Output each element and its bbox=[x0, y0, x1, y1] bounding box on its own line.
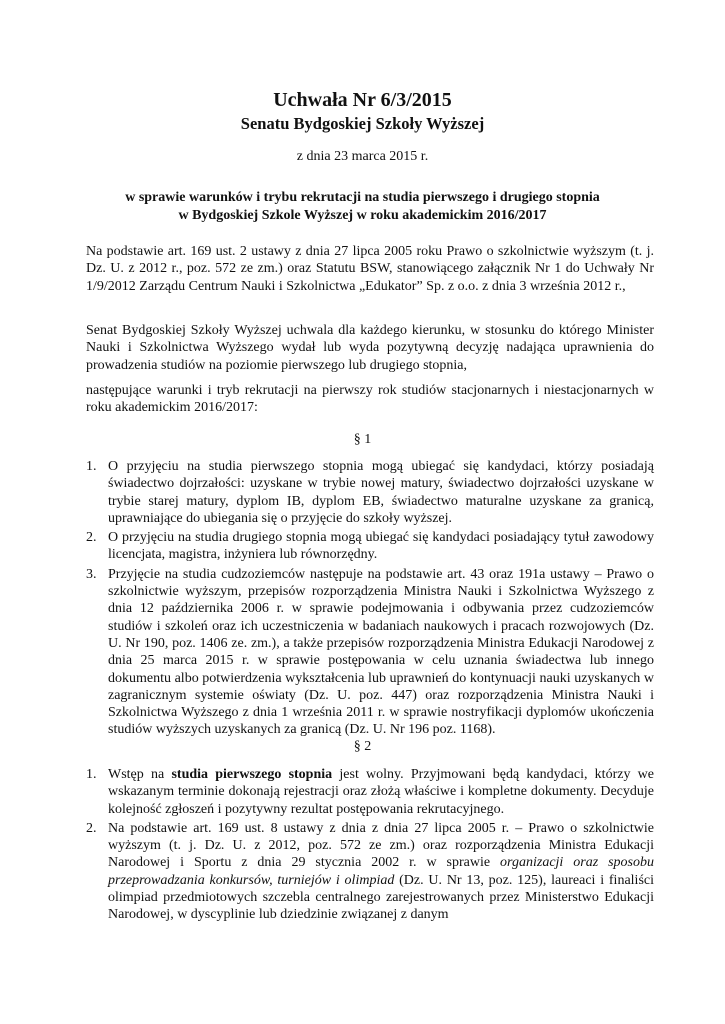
item-text-bold: studia pierwszego stopnia bbox=[171, 767, 333, 782]
item-text-start: Wstęp na bbox=[108, 767, 172, 782]
item-text-end: (Dz. U. Nr 13, poz. 125), laureaci i finaliści olimpiad przedmiotowych szczebla centralnego zarejestrowanych przez Ministerstwo Edukacji Narodowej, w dyscyplinie lub dziedzinie związanej z danym bbox=[108, 872, 654, 923]
item-number: 1. bbox=[86, 767, 97, 782]
preamble-paragraph-3: następujące warunki i tryb rekrutacji na pierwszy rok studiów stacjonarnych i niestacjonarnych w roku akademickim 2016/2017: bbox=[86, 383, 654, 416]
preamble-paragraph-2: Senat Bydgoskiej Szkoły Wyższej uchwala dla każdego kierunku, w stosunku do którego Minister Nauki i Szkolnictwa Wyższego wydał lub wyda pozytywną decyzję nadająca uprawnienia do prowadzenia studiów na poziomie pierwszego lub drugiego stopnia, bbox=[86, 323, 654, 373]
section-2-heading: § 2 bbox=[353, 739, 372, 754]
section-1-heading: § 1 bbox=[353, 432, 372, 447]
item-text: O przyjęciu na studia drugiego stopnia mogą ubiegać się kandydaci posiadający tytuł zawodowy licencjata, magistra, inżyniera lub równorzędny. bbox=[108, 530, 654, 563]
subject-line-1: w sprawie warunków i trybu rekrutacji na studia pierwszego i drugiego stopnia bbox=[125, 190, 600, 205]
item-number: 2. bbox=[86, 820, 97, 836]
item-number: 3. bbox=[86, 566, 97, 582]
resolution-date: z dnia 23 marca 2015 r. bbox=[296, 149, 429, 164]
item-number: 2. bbox=[86, 530, 97, 546]
list-item bbox=[86, 566, 654, 739]
item-text-start: Na podstawie art. 169 ust. 8 ustawy z dnia z dnia 27 lipca 2005 r. – Prawo o szkolnictwie wyższym (t. j. Dz. U. z 2012, poz. 572 ze zm.) oraz rozporządzenia Ministra Edukacji Narodowej i Sportu z dnia 29 stycznia 2002 r. w sprawie bbox=[108, 820, 654, 871]
item-text: Przyjęcie na studia cudzoziemców następuje na podstawie art. 43 oraz 191a ustawy – Prawo o szkolnictwie wyższym, przepisów rozporządzenia Ministra Nauki i Szkolnictwa Wyższego z dnia 12 października 2006 r. w sprawie podejmowania i odbywania przez cudzoziemców studiów i szkoleń oraz ich uczestniczenia w badaniach naukowych i pracach rozwojowych (Dz. U. Nr 190, poz. 1406 ze. zm.), a także przepisów rozporządzenia Ministra Edukacji Narodowej z dnia 25 marca 2015 r. w sprawie postępowania w celu uznania świadectwa lub innego dokumentu albo potwierdzenia wykształcenia lub uprawnień do kontynuacji nauki uzyskanych w zagranicznym systemie oświaty (Dz. U. poz. 447) oraz rozporządzenia Ministra Nauki i Szkolnictwa Wyższego z dnia 1 września 2011 r. w sprawie nostryfikacji dyplomów ukończenia studiów wyższych uzyskanych za granicą (Dz. U. Nr 196 poz. 1168). bbox=[108, 566, 654, 738]
list-item bbox=[86, 820, 654, 924]
list-item bbox=[86, 458, 654, 527]
resolution-subject bbox=[80, 189, 645, 225]
resolution-title: Uchwała Nr 6/3/2015 bbox=[273, 89, 452, 111]
item-text-italic: organizacji oraz sposobu przeprowadzania konkursów, turniejów i olimpiad bbox=[108, 855, 654, 888]
item-text: O przyjęciu na studia pierwszego stopnia mogą ubiegać się kandydaci, którzy posiadają świadectwo dojrzałości: uzyskane w trybie nowej matury, świadectwo dojrzałości uzyskane w trybie starej matury, dyplom IB, dyplom EB, świadectwo maturalne uzyskane za granicą, uprawniające do ubiegania się o przyjęcie do szkoły wyższej. bbox=[108, 459, 654, 526]
list-item bbox=[86, 529, 654, 564]
section-1-list bbox=[86, 458, 654, 741]
item-number: 1. bbox=[86, 459, 97, 474]
subject-line-2: w Bydgoskiej Szkole Wyższej w roku akademickim 2016/2017 bbox=[178, 208, 547, 223]
section-2-list bbox=[86, 766, 654, 926]
preamble-paragraph-1: Na podstawie art. 169 ust. 2 ustawy z dnia 27 lipca 2005 roku Prawo o szkolnictwie wyższym (t. j. Dz. U. z 2012 r., poz. 572 ze zm.) oraz Statutu BSW, stanowiącego załącznik Nr 1 do Uchwały Nr 1/9/2012 Zarządu Centrum Nauki i Szkolnictwa „Edukator” Sp. z o.o. z dnia 3 września 2012 r., bbox=[86, 244, 654, 294]
senate-name: Senatu Bydgoskiej Szkoły Wyższej bbox=[240, 114, 485, 133]
list-item bbox=[86, 766, 654, 818]
item-text-end: jest wolny. Przyjmowani będą kandydaci, którzy we wskazanym terminie dokonają rejestracji oraz złożą właściwe i kompletne dokumenty. Decyduje kolejność zgłoszeń i pozytywny rezultat postępowania rekrutacyjnego. bbox=[108, 767, 655, 817]
